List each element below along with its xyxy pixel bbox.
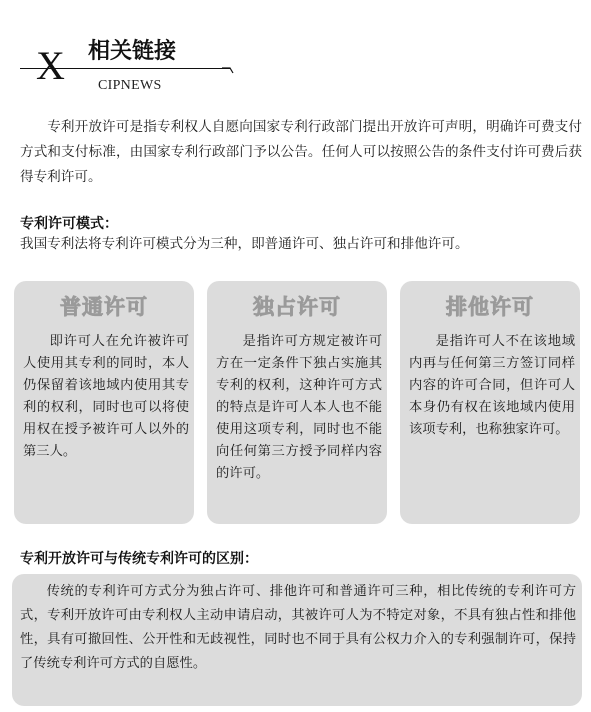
rule-arrow-icon: [222, 62, 234, 74]
modes-text: 我国专利法将专利许可模式分为三种，即普通许可、独占许可和排他许可。: [20, 236, 469, 252]
difference-box: [12, 574, 582, 706]
section-title: 相关链接: [88, 39, 177, 64]
header: [0, 0, 591, 100]
card-body: 是指许可方规定被许可方在一定条件下独占实施其专利的权利，这种许可方式的特点是许可人本人也不能使用这项专利，同时也不能向任何第三方授予同样内容的许可。: [216, 334, 382, 481]
card-title: 排他许可: [446, 295, 534, 319]
card-title: 普通许可: [60, 295, 148, 319]
card-ordinary-license: [14, 281, 194, 524]
card-sole-license: [400, 281, 580, 524]
card-exclusive-license: [207, 281, 387, 524]
card-body: 是指许可人不在该地域内再与任何第三方签订同样内容的许可合同，但许可人本身仍有权在该地域内使用该项专利，也称独家许可。: [409, 334, 575, 437]
intro-paragraph: 专利开放许可是指专利权人自愿向国家专利行政部门提出开放许可声明，明确许可费支付方式和支付标准，由国家专利行政部门予以公告。任何人可以按照公告的条件支付许可费后获得专利许可。: [20, 119, 582, 185]
card-title: 独占许可: [253, 295, 341, 319]
header-rule: [20, 68, 230, 69]
modes-heading: 专利许可模式：: [20, 216, 118, 232]
header-subtitle: CIPNEWS: [98, 78, 162, 93]
card-body: 即许可人在允许被许可人使用其专利的同时，本人仍保留着该地域内使用其专利的权利，同时也可以将使用权在授予被许可人以外的第三人。: [23, 334, 189, 459]
difference-heading: 专利开放许可与传统专利许可的区别：: [20, 551, 258, 567]
header-x-mark: X: [36, 43, 65, 88]
difference-text: 传统的专利许可方式分为独占许可、排他许可和普通许可三种，相比传统的专利许可方式，专利开放许可由专利权人主动申请启动，其被许可人为不特定对象，不具有独占性和排他性，具有可撤回性、公开性和无歧视性，同时也不同于具有公权力介入的专利强制许可，保持了传统专利许可方式的自愿性。: [20, 584, 576, 671]
